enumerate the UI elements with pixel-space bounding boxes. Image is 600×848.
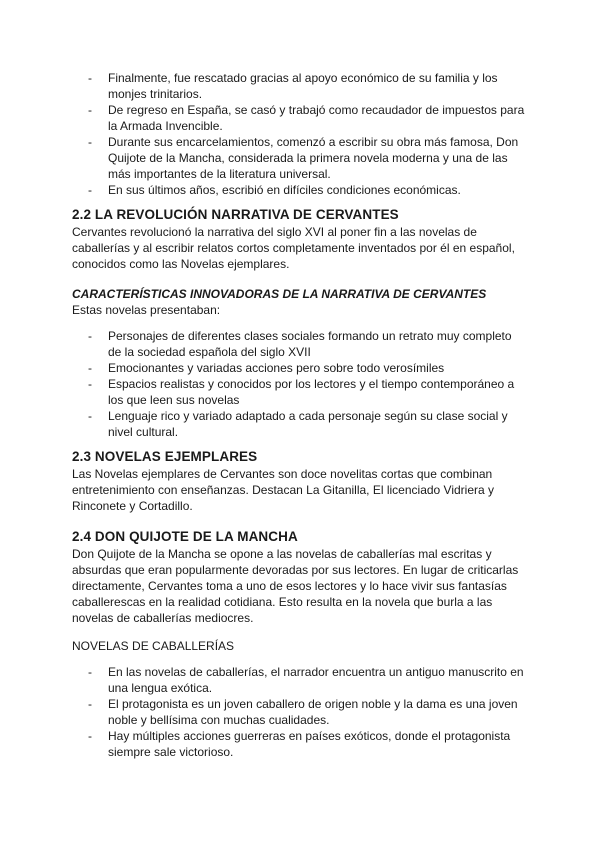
document-page (72, 70, 528, 760)
dash-bullet: - (88, 71, 92, 85)
list-item-text: En sus últimos años, escribió en difíciles condiciones económicas. (108, 183, 461, 197)
list-item-text: Personajes de diferentes clases sociales formando un retrato muy completo de la sociedad española del siglo XVII (108, 329, 512, 359)
dash-bullet: - (88, 329, 92, 343)
list-item (72, 134, 528, 182)
list-item (72, 728, 528, 760)
list-item-text: Lenguaje rico y variado adaptado a cada personaje según su clase social y nivel cultural. (108, 409, 508, 439)
dash-bullet: - (88, 377, 92, 391)
dash-bullet: - (88, 361, 92, 375)
list-item-text: Emocionantes y variadas acciones pero sobre todo verosímiles (108, 361, 445, 375)
list-item-text: Espacios realistas y conocidos por los lectores y el tiempo contemporáneo a los que leen sus novelas (108, 377, 515, 407)
dash-bullet: - (88, 729, 92, 743)
list-item-text: Durante sus encarcelamientos, comenzó a escribir su obra más famosa, Don Quijote de la Mancha, considerada la primera novela moderna y una de las más importantes de la literatura universal. (108, 135, 519, 181)
chivalry-heading: NOVELAS DE CABALLERÍAS (72, 639, 235, 653)
innovations-list (72, 328, 528, 440)
list-item-text: En las novelas de caballerías, el narrador encuentra un antiguo manuscrito en una lengua exótica. (108, 665, 524, 695)
section-2-3-heading: 2.3 NOVELAS EJEMPLARES (72, 449, 258, 464)
intro-list (72, 70, 528, 198)
section-2-4-heading: 2.4 DON QUIJOTE DE LA MANCHA (72, 529, 298, 544)
list-item-text: Hay múltiples acciones guerreras en países exóticos, donde el protagonista siempre sale victorioso. (108, 729, 511, 759)
dash-bullet: - (88, 103, 92, 117)
list-item (72, 664, 528, 696)
chivalry-list (72, 664, 528, 760)
list-item (72, 102, 528, 134)
list-item-text: Finalmente, fue rescatado gracias al apoyo económico de su familia y los monjes trinitarios. (108, 71, 498, 101)
dash-bullet: - (88, 665, 92, 679)
section-2-2-body: Cervantes revolucionó la narrativa del siglo XVI al poner fin a las novelas de caballerías y al escribir relatos cortos completamente inventados por él en español, conocidos como las Novelas ejemplares. (72, 225, 515, 271)
list-item (72, 70, 528, 102)
innovations-heading: CARACTERÍSTICAS INNOVADORAS DE LA NARRATIVA DE CERVANTES (72, 287, 487, 301)
dash-bullet: - (88, 409, 92, 423)
innovations-intro: Estas novelas presentaban: (72, 303, 221, 317)
list-item (72, 696, 528, 728)
section-2-4-body: Don Quijote de la Mancha se opone a las novelas de caballerías mal escritas y absurdas que eran popularmente devoradas por sus lectores. En lugar de criticarlas directamente, Cervantes toma a uno de esos lectores y lo hace vivir sus fantasías caballerescas en la realidad cotidiana. Esto resulta en la novela que burla a las novelas de caballerías mediocres. (72, 547, 519, 625)
list-item (72, 376, 528, 408)
list-item (72, 182, 528, 198)
section-2-2-heading: 2.2 LA REVOLUCIÓN NARRATIVA DE CERVANTES (72, 207, 399, 222)
list-item (72, 328, 528, 360)
list-item-text: El protagonista es un joven caballero de origen noble y la dama es una joven noble y bellísima con muchas cualidades. (108, 697, 518, 727)
section-2-3-body: Las Novelas ejemplares de Cervantes son doce novelitas cortas que combinan entretenimiento con enseñanzas. Destacan La Gitanilla, El licenciado Vidriera y Rinconete y Cortadillo. (72, 467, 495, 513)
dash-bullet: - (88, 183, 92, 197)
list-item (72, 408, 528, 440)
list-item-text: De regreso en España, se casó y trabajó como recaudador de impuestos para la Armada Invencible. (108, 103, 525, 133)
dash-bullet: - (88, 135, 92, 149)
list-item (72, 360, 528, 376)
dash-bullet: - (88, 697, 92, 711)
